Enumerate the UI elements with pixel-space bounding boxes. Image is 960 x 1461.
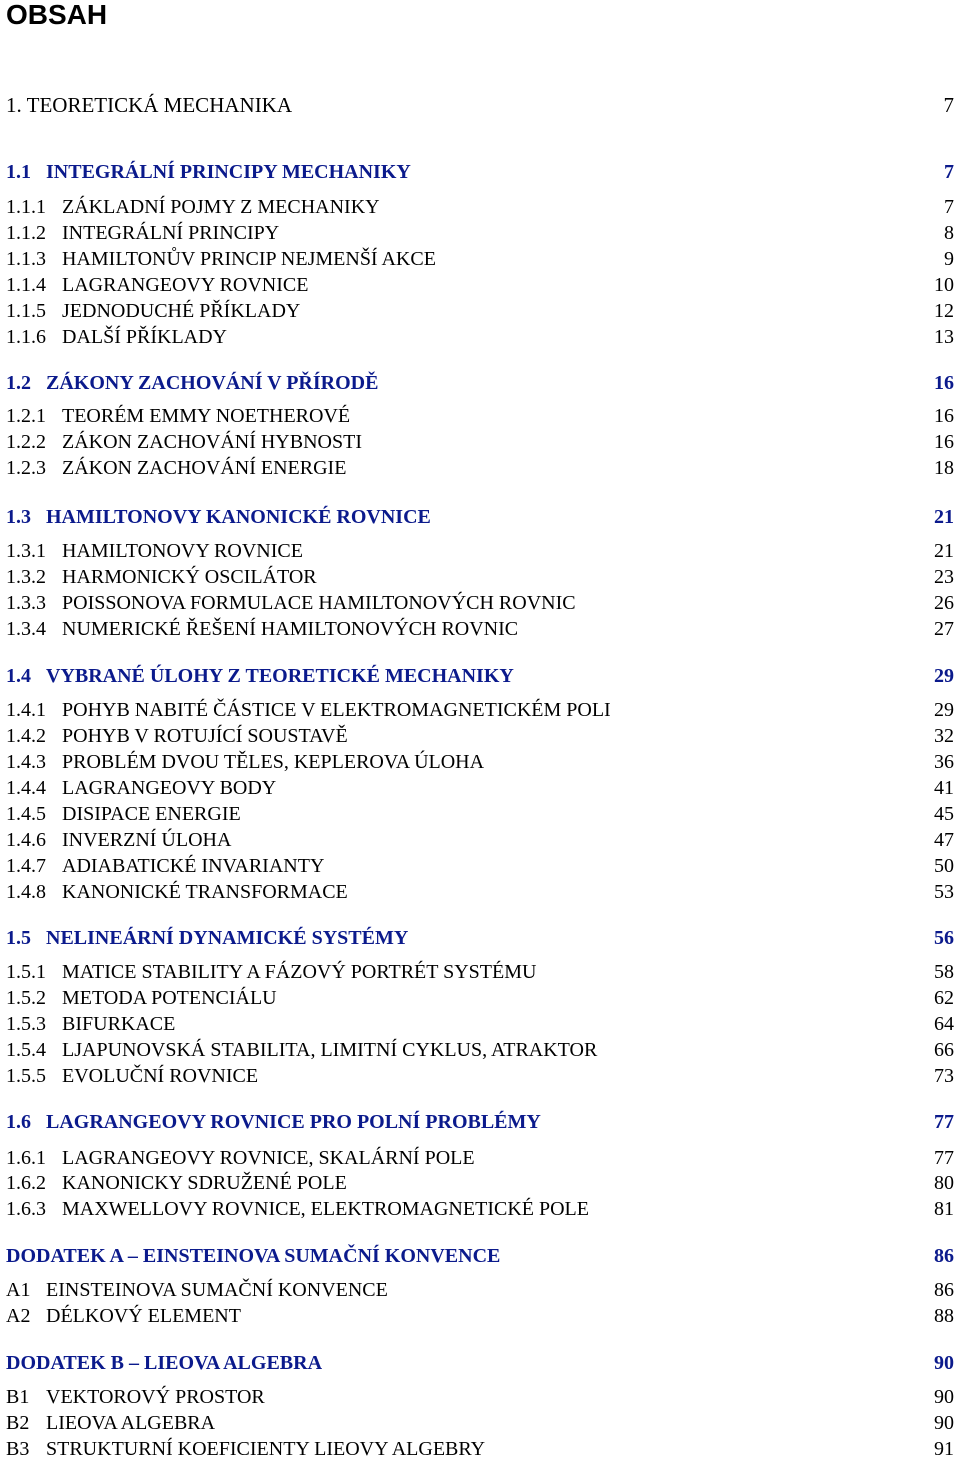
toc-entry[interactable] (6, 430, 954, 454)
toc-entry[interactable] (6, 247, 954, 271)
toc-entry-number: 1.5.4 (6, 1039, 46, 1061)
toc-entry[interactable] (6, 195, 954, 219)
toc-entry[interactable] (6, 591, 954, 615)
toc-entry[interactable] (6, 802, 954, 826)
toc-entry[interactable] (6, 1012, 954, 1036)
toc-entry-page: 13 (934, 326, 954, 348)
toc-entry-title: INTEGRÁLNÍ PRINCIPY MECHANIKY (46, 161, 411, 183)
toc-entry-page: 47 (934, 829, 954, 851)
toc-entry-title: LAGRANGEOVY BODY (62, 777, 277, 799)
toc-entry-number: 1.6 (6, 1111, 31, 1133)
toc-entry-page: 41 (934, 777, 954, 799)
toc-entry-page: 90 (934, 1352, 954, 1374)
toc-entry-number: 1.3.3 (6, 592, 46, 614)
toc-entry[interactable] (6, 1244, 954, 1268)
toc-entry-title: DALŠÍ PŘÍKLADY (62, 326, 227, 348)
toc-entry-number: B2 (6, 1412, 30, 1434)
toc-entry-title: TEORÉM EMMY NOETHEROVÉ (62, 405, 351, 427)
toc-entry-page: 36 (934, 751, 954, 773)
toc-entry-number: B1 (6, 1386, 30, 1408)
page-title: OBSAH (6, 0, 108, 30)
toc-entry[interactable] (6, 1385, 954, 1409)
toc-entry[interactable] (6, 93, 954, 117)
toc-entry-page: 80 (934, 1172, 954, 1194)
toc-entry-page: 7 (944, 161, 954, 183)
toc-entry-title: BIFURKACE (62, 1013, 176, 1035)
toc-entry-title: ZÁKONY ZACHOVÁNÍ V PŘÍRODĚ (46, 372, 379, 394)
toc-entry-title: STRUKTURNÍ KOEFICIENTY LIEOVY ALGEBRY (46, 1438, 486, 1460)
toc-entry-title: LIEOVA ALGEBRA (46, 1412, 216, 1434)
toc-entry-number: 1.1.6 (6, 326, 46, 348)
toc-entry[interactable] (6, 1038, 954, 1062)
toc-entry-title: MAXWELLOVY ROVNICE, ELEKTROMAGNETICKÉ POLE (62, 1198, 589, 1220)
toc-entry-page: 81 (934, 1198, 954, 1220)
toc-entry-page: 21 (934, 540, 954, 562)
toc-entry-title: EVOLUČNÍ ROVNICE (62, 1065, 259, 1087)
toc-entry-page: 53 (934, 881, 954, 903)
toc-entry-title: INTEGRÁLNÍ PRINCIPY (62, 222, 280, 244)
toc-entry[interactable] (6, 986, 954, 1010)
toc-entry-page: 91 (934, 1438, 954, 1460)
toc-entry-title: POISSONOVA FORMULACE HAMILTONOVÝCH ROVNIC (62, 592, 576, 614)
toc-entry-number: 1.3.1 (6, 540, 46, 562)
toc-entry-page: 27 (934, 618, 954, 640)
toc-entry-number: 1.2.3 (6, 457, 46, 479)
toc-entry-page: 7 (944, 196, 954, 218)
toc-entry-title: NELINEÁRNÍ DYNAMICKÉ SYSTÉMY (46, 927, 409, 949)
toc-entry[interactable] (6, 776, 954, 800)
toc-entry[interactable] (6, 221, 954, 245)
toc-entry[interactable] (6, 1278, 954, 1302)
toc-entry-title: VYBRANÉ ÚLOHY Z TEORETICKÉ MECHANIKY (46, 665, 514, 687)
toc-entry-number: 1.6.3 (6, 1198, 46, 1220)
toc-entry-title: DISIPACE ENERGIE (62, 803, 241, 825)
toc-entry[interactable] (6, 1064, 954, 1088)
toc-entry-title: LJAPUNOVSKÁ STABILITA, LIMITNÍ CYKLUS, ATRAKTOR (62, 1039, 598, 1061)
toc-entry-number: 1.1 (6, 161, 31, 183)
toc-entry-page: 12 (934, 300, 954, 322)
toc-entry-page: 66 (934, 1039, 954, 1061)
toc-entry-page: 10 (934, 274, 954, 296)
toc-entry-page: 29 (934, 665, 954, 687)
toc-entry-title: LAGRANGEOVY ROVNICE, SKALÁRNÍ POLE (62, 1147, 475, 1169)
toc-entry-title: LAGRANGEOVY ROVNICE PRO POLNÍ PROBLÉMY (46, 1111, 541, 1133)
toc-entry-page: 21 (934, 506, 954, 528)
toc-entry-page: 18 (934, 457, 954, 479)
toc-entry-number: 1.5.2 (6, 987, 46, 1009)
toc-entry[interactable] (6, 404, 954, 428)
toc-entry[interactable] (6, 1437, 954, 1461)
toc-entry-number: 1.5.3 (6, 1013, 46, 1035)
toc-entry-page: 86 (934, 1245, 954, 1267)
toc-entry-title: HAMILTONOVY KANONICKÉ ROVNICE (46, 506, 431, 528)
toc-entry-number: 1.3 (6, 506, 31, 528)
toc-entry-number: 1.4.3 (6, 751, 46, 773)
toc-entry-page: 73 (934, 1065, 954, 1087)
toc-entry-number: 1.4.2 (6, 725, 46, 747)
toc-entry-title: DODATEK A – EINSTEINOVA SUMAČNÍ KONVENCE (6, 1245, 501, 1267)
toc-entry-number: 1.6.2 (6, 1172, 46, 1194)
toc-entry-page: 58 (934, 961, 954, 983)
toc-entry[interactable] (6, 1197, 954, 1221)
toc-entry-number: 1.3.2 (6, 566, 46, 588)
toc-entry-page: 32 (934, 725, 954, 747)
toc-entry-page: 16 (934, 431, 954, 453)
toc-entry-number: 1.5 (6, 927, 31, 949)
toc-entry-title: INVERZNÍ ÚLOHA (62, 829, 232, 851)
toc-entry-page: 90 (934, 1412, 954, 1434)
toc-entry[interactable] (6, 960, 954, 984)
toc-entry-number: 1.1.2 (6, 222, 46, 244)
toc-entry-title: JEDNODUCHÉ PŘÍKLADY (62, 300, 301, 322)
toc-entry-title: DODATEK B – LIEOVA ALGEBRA (6, 1352, 323, 1374)
toc-entry-page: 88 (934, 1305, 954, 1327)
toc-entry[interactable] (6, 880, 954, 904)
toc-entry[interactable] (6, 1146, 954, 1170)
toc-entry-number: 1.4.4 (6, 777, 46, 799)
toc-entry-page: 90 (934, 1386, 954, 1408)
toc-entry-page: 77 (934, 1111, 954, 1133)
toc-entry-title: ZÁKON ZACHOVÁNÍ HYBNOSTI (62, 431, 362, 453)
toc-entry[interactable] (6, 926, 954, 950)
toc-entry-number: 1.2 (6, 372, 31, 394)
toc-entry[interactable] (6, 456, 954, 480)
toc-entry[interactable] (6, 664, 954, 688)
toc-entry[interactable] (6, 371, 954, 395)
toc-entry-title: EINSTEINOVA SUMAČNÍ KONVENCE (46, 1279, 388, 1301)
toc-entry-page: 45 (934, 803, 954, 825)
toc-entry-page: 16 (934, 372, 954, 394)
toc-entry[interactable] (6, 724, 954, 748)
toc-entry-number: 1.4.7 (6, 855, 46, 877)
toc-entry-number: 1.4.1 (6, 699, 46, 721)
toc-entry[interactable] (6, 1411, 954, 1435)
toc-entry-number: A1 (6, 1279, 31, 1301)
toc-entry-number: 1.6.1 (6, 1147, 46, 1169)
toc-entry[interactable] (6, 565, 954, 589)
toc-entry-page: 62 (934, 987, 954, 1009)
toc-entry-page: 29 (934, 699, 954, 721)
toc-entry-page: 56 (934, 927, 954, 949)
toc-entry-number: 1.5.5 (6, 1065, 46, 1087)
toc-entry-page: 16 (934, 405, 954, 427)
toc-entry-page: 86 (934, 1279, 954, 1301)
toc-entry-page: 77 (934, 1147, 954, 1169)
toc-entry-title: HAMILTONŮV PRINCIP NEJMENŠÍ AKCE (62, 248, 436, 270)
toc-entry-number: A2 (6, 1305, 31, 1327)
toc-entry-number: 1.4.6 (6, 829, 46, 851)
toc-entry-page: 7 (943, 93, 954, 117)
toc-entry-title: POHYB V ROTUJÍCÍ SOUSTAVĚ (62, 725, 348, 747)
toc-entry[interactable] (6, 1351, 954, 1375)
toc-entry-title: METODA POTENCIÁLU (62, 987, 277, 1009)
toc-entry-title: MATICE STABILITY A FÁZOVÝ PORTRÉT SYSTÉMU (62, 961, 537, 983)
toc-entry-number: B3 (6, 1438, 30, 1460)
toc-entry-number: 1.1.4 (6, 274, 46, 296)
toc-entry-page: 9 (944, 248, 954, 270)
toc-entry-page: 50 (934, 855, 954, 877)
toc-entry-title: ZÁKLADNÍ POJMY Z MECHANIKY (62, 196, 380, 218)
toc-entry[interactable] (6, 698, 954, 722)
toc-entry-title: KANONICKY SDRUŽENÉ POLE (62, 1172, 347, 1194)
toc-entry-title: VEKTOROVÝ PROSTOR (46, 1386, 265, 1408)
toc-entry[interactable] (6, 299, 954, 323)
toc-entry-title: 1. TEORETICKÁ MECHANIKA (6, 93, 293, 117)
toc-entry[interactable] (6, 854, 954, 878)
toc-entry-title: HAMILTONOVY ROVNICE (62, 540, 303, 562)
toc-entry-number: 1.1.1 (6, 196, 46, 218)
toc-entry-title: ADIABATICKÉ INVARIANTY (62, 855, 325, 877)
toc-entry-title: POHYB NABITÉ ČÁSTICE V ELEKTROMAGNETICKÉM POLI (62, 699, 611, 721)
toc-entry[interactable] (6, 828, 954, 852)
toc-entry[interactable] (6, 325, 954, 349)
toc-entry-number: 1.1.5 (6, 300, 46, 322)
toc-entry-title: HARMONICKÝ OSCILÁTOR (62, 566, 317, 588)
toc-entry-number: 1.3.4 (6, 618, 46, 640)
toc-entry-number: 1.2.1 (6, 405, 46, 427)
toc-entry-number: 1.4 (6, 665, 31, 687)
toc-entry[interactable] (6, 1110, 954, 1134)
toc-entry[interactable] (6, 1171, 954, 1195)
toc-entry[interactable] (6, 160, 954, 184)
toc-entry-title: LAGRANGEOVY ROVNICE (62, 274, 309, 296)
toc-entry-title: ZÁKON ZACHOVÁNÍ ENERGIE (62, 457, 347, 479)
toc-entry-page: 64 (934, 1013, 954, 1035)
toc-entry-number: 1.1.3 (6, 248, 46, 270)
toc-entry-page: 8 (944, 222, 954, 244)
toc-entry[interactable] (6, 273, 954, 297)
toc-entry-title: PROBLÉM DVOU TĚLES, KEPLEROVA ÚLOHA (62, 751, 485, 773)
toc-entry-number: 1.2.2 (6, 431, 46, 453)
toc-entry[interactable] (6, 539, 954, 563)
toc-entry[interactable] (6, 1304, 954, 1328)
toc-entry-number: 1.4.8 (6, 881, 46, 903)
toc-entry-number: 1.4.5 (6, 803, 46, 825)
toc-entry-page: 23 (934, 566, 954, 588)
toc-entry[interactable] (6, 505, 954, 529)
toc-entry[interactable] (6, 617, 954, 641)
toc-entry[interactable] (6, 750, 954, 774)
toc-entry-page: 26 (934, 592, 954, 614)
toc-entry-title: DÉLKOVÝ ELEMENT (46, 1305, 241, 1327)
toc-entry-title: NUMERICKÉ ŘEŠENÍ HAMILTONOVÝCH ROVNIC (62, 618, 519, 640)
toc-entry-title: KANONICKÉ TRANSFORMACE (62, 881, 348, 903)
toc-entry-number: 1.5.1 (6, 961, 46, 983)
